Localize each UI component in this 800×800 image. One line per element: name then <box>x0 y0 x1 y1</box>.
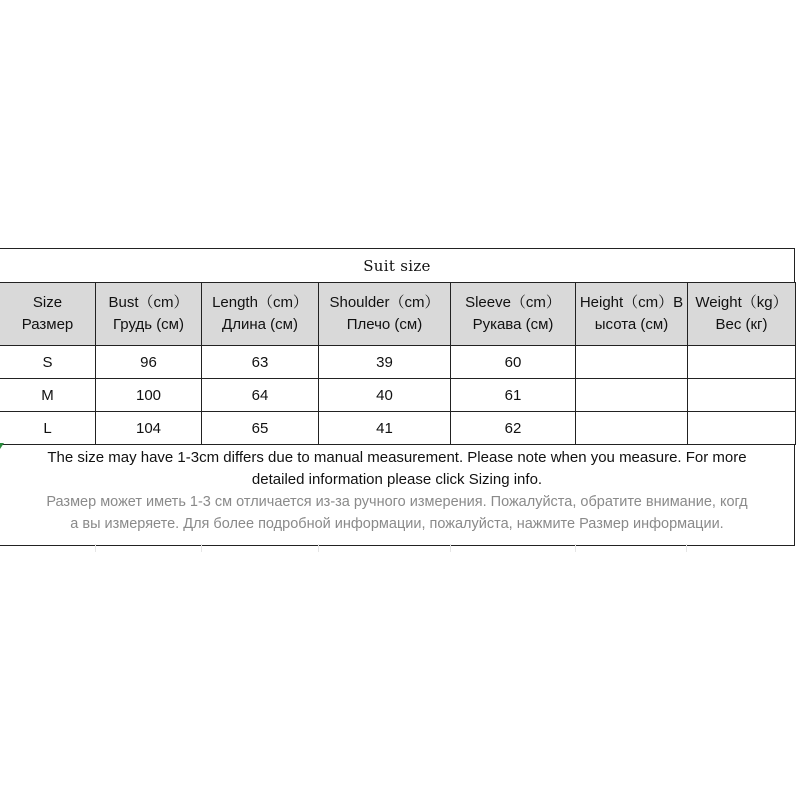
cell-size: L <box>0 412 96 445</box>
header-sleeve: Sleeve（cm） Рукава (см) <box>451 283 576 346</box>
cell-weight <box>688 379 796 412</box>
cell-height <box>576 412 688 445</box>
table-row <box>0 346 796 379</box>
note-english-line-2: detailed information please click Sizing info. <box>251 471 543 488</box>
cell-weight <box>688 412 796 445</box>
cell-sleeve: 61 <box>451 379 576 412</box>
cell-shoulder: 41 <box>319 412 451 445</box>
header-height: Height（cm）В ысота (см) <box>576 283 688 346</box>
header-bust: Bust（cm） Грудь (см) <box>96 283 202 346</box>
table-row <box>0 379 796 412</box>
size-table <box>0 282 796 445</box>
header-row <box>0 283 796 346</box>
header-size: Size Размер <box>0 283 96 346</box>
cell-sleeve: 62 <box>451 412 576 445</box>
cell-weight <box>688 346 796 379</box>
size-chart <box>0 248 795 546</box>
note-russian-line-1: Размер может иметь 1-3 см отличается из-за ручного измерения. Пожалуйста, обратите внимание, когд <box>46 494 748 510</box>
header-shoulder: Shoulder（cm） Плечо (см) <box>319 283 451 346</box>
note-english-line-1: The size may have 1-3cm differs due to manual measurement. Please note when you measure. For more <box>47 449 747 466</box>
cell-height <box>576 346 688 379</box>
note-russian <box>0 491 794 535</box>
note-russian-line-2: а вы измеряете. Для более подробной информации, пожалуйста, нажмите Размер информации. <box>70 516 724 532</box>
cell-bust: 104 <box>96 412 202 445</box>
cell-sleeve: 60 <box>451 346 576 379</box>
cell-size: S <box>0 346 96 379</box>
cell-shoulder: 39 <box>319 346 451 379</box>
header-length: Length（cm） Длина (см) <box>202 283 319 346</box>
cell-length: 63 <box>202 346 319 379</box>
cell-bust: 96 <box>96 346 202 379</box>
cell-size: M <box>0 379 96 412</box>
cell-height <box>576 379 688 412</box>
table-row <box>0 412 796 445</box>
cell-shoulder: 40 <box>319 379 451 412</box>
cell-bust: 100 <box>96 379 202 412</box>
cell-length: 65 <box>202 412 319 445</box>
measurement-note <box>0 445 795 546</box>
faint-gridlines <box>0 544 800 552</box>
cell-length: 64 <box>202 379 319 412</box>
note-english <box>0 447 794 491</box>
header-weight: Weight（kg） Вес (кг) <box>688 283 796 346</box>
cell-comment-marker <box>0 443 4 449</box>
table-title: Suit size <box>0 248 795 282</box>
